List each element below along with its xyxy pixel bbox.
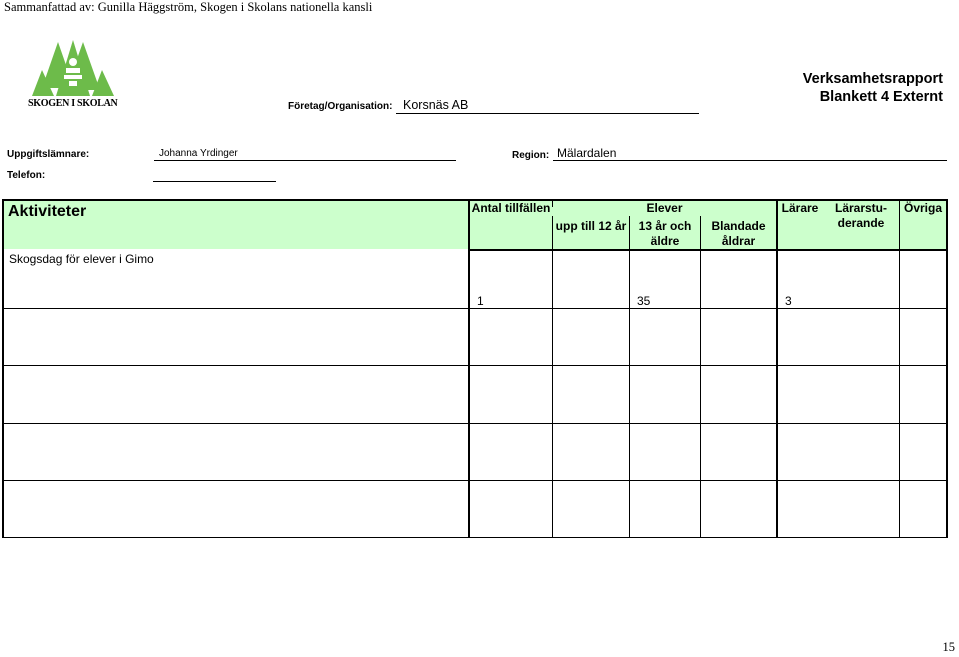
region-value: Mälardalen (557, 146, 617, 160)
region-label: Region: (512, 150, 550, 161)
org-label: Företag/Organisation: (288, 101, 393, 112)
reporter-label: Uppgiftslämnare: (7, 149, 90, 160)
students-sub-mixed: Blandade åldrar (711, 219, 766, 248)
table-cell-13-plus[interactable]: 35 (637, 294, 651, 308)
occasions-header: Antal tillfällen (471, 201, 551, 215)
other-header: Övriga (903, 201, 942, 215)
page-number: 15 (942, 640, 955, 654)
table-cell-activity[interactable]: Skogsdag för elever i Gimo (9, 252, 154, 266)
region-field[interactable] (553, 146, 947, 161)
students-sub-up-to-12: upp till 12 år (555, 219, 627, 233)
reporter-value: Johanna Yrdinger (159, 148, 238, 159)
student-teachers-header: Lärarstu-derande (834, 201, 887, 230)
reporter-field[interactable] (154, 147, 456, 161)
activities-header: Aktiviteter (8, 203, 87, 220)
report-subtitle: Blankett 4 Externt (819, 89, 943, 105)
phone-label: Telefon: (7, 170, 46, 181)
table-cell-teachers[interactable]: 3 (785, 294, 792, 308)
phone-field[interactable] (153, 168, 276, 182)
students-header: Elever (646, 201, 683, 215)
org-value: Korsnäs AB (403, 98, 469, 112)
header-note: Sammanfattad av: Gunilla Häggström, Skogen i Skolans nationella kansli (4, 0, 373, 14)
report-title: Verksamhetsrapport (802, 71, 943, 87)
teachers-header: Lärare (781, 201, 819, 215)
logo-text: SKOGEN I SKOLAN (28, 98, 118, 109)
table-cell-occasions[interactable]: 1 (477, 294, 484, 308)
org-field[interactable] (396, 98, 699, 114)
students-sub-13-plus: 13 år och äldre (638, 219, 692, 248)
